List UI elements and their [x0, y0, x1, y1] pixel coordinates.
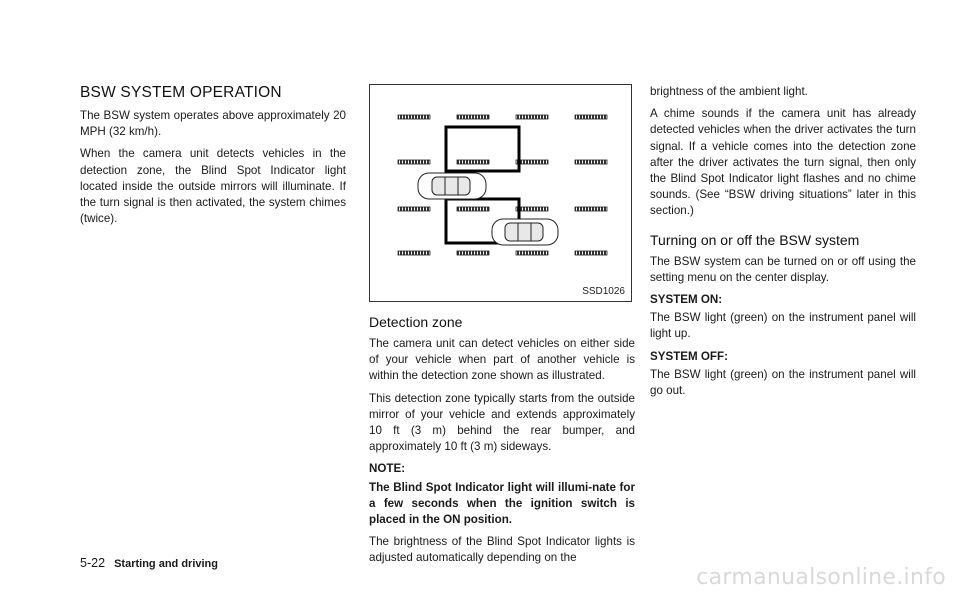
paragraph: brightness of the ambient light. — [650, 85, 808, 98]
other-vehicle — [418, 173, 486, 199]
paragraph: The BSW light (green) on the instrument panel will light up. — [650, 311, 916, 341]
page-number: 5-22 — [80, 556, 106, 570]
paragraph: The BSW light (green) on the instrument panel will go out. — [650, 367, 916, 398]
paragraph: This detection zone typically starts from the outside mirror of your vehicle and extends approximately 10 ft (3 m) behind the rear bumper, and approximately 10 ft (3 m) sideways. — [369, 391, 635, 454]
paragraph: When the camera unit detects vehicles in the detection zone, the Blind Spot Indicator light located inside the outside mirrors will illuminate. If the turn signal is then activated, the system chimes (twice). — [80, 147, 346, 226]
detection-zone-diagram — [370, 85, 631, 301]
paragraph: A chime sounds if the camera unit has already detected vehicles when the driver activates the turn signal. If a vehicle comes into the detection zone after the driver activates the turn signal, then only the Blind Spot Indicator light flashes and no chime sounds. (See “BSW driving situations” later in this section.) — [650, 107, 916, 218]
section-heading: Detection zone — [369, 314, 463, 330]
section-heading: BSW SYSTEM OPERATION — [80, 84, 282, 101]
paragraph: The camera unit can detect vehicles on either side of your vehicle when part of another vehicle is within the detection zone shown as illustrated. — [369, 337, 635, 383]
footer-section-title: Starting and driving — [114, 558, 218, 570]
system-off-label: SYSTEM OFF: — [650, 349, 728, 363]
page-footer — [80, 556, 218, 570]
note-text: The Blind Spot Indicator light will illumi-nate for a few seconds when the ignition switch is placed in the ON position. — [369, 480, 635, 527]
paragraph: The brightness of the Blind Spot Indicator lights is adjusted automatically depending on the — [369, 535, 635, 565]
column-left — [80, 84, 346, 233]
paragraph: The BSW system operates above approximately 20 MPH (32 km/h). — [80, 109, 346, 139]
section-heading: Turning on or off the BSW system — [650, 231, 860, 248]
column-middle — [369, 84, 635, 573]
note-label: NOTE: — [369, 462, 406, 476]
figure-label: SSD1026 — [582, 286, 625, 297]
system-on-label: SYSTEM ON: — [650, 293, 723, 307]
column-right — [650, 84, 916, 405]
paragraph: The BSW system can be turned on or off using the setting menu on the center display. — [650, 254, 916, 284]
watermark[interactable]: carmanualsonline.info — [696, 565, 946, 590]
detection-zone-figure — [369, 84, 632, 302]
own-vehicle — [492, 219, 558, 245]
